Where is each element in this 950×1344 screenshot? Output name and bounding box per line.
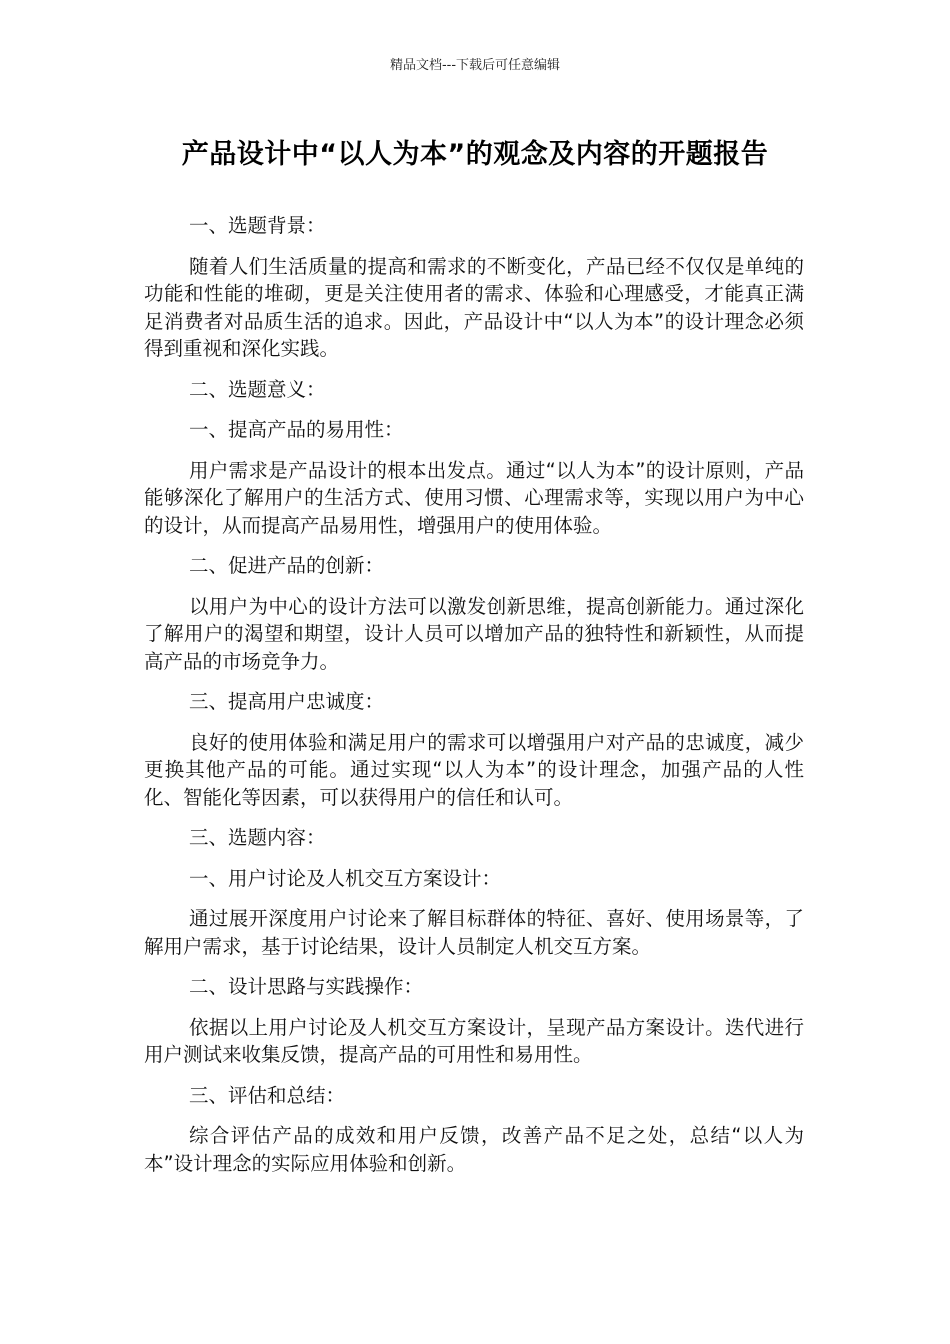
subheading-design-practice: 二、设计思路与实践操作： xyxy=(189,975,424,998)
paragraph-background: 随着人们生活质量的提高和需求的不断变化，产品已经不仅仅是单纯的功能和性能的堆砌，更是关注使用者的需求、体验和心理感受，才能真正满足消费者对品质生活的追求。因此，产品设计中“以人为本”的设计理念必须得到重视和深化实践。 xyxy=(144,254,804,360)
subheading-loyalty: 三、提高用户忠诚度： xyxy=(189,690,385,713)
paragraph-usability: 用户需求是产品设计的根本出发点。通过“以人为本”的设计原则，产品能够深化了解用户的生活方式、使用习惯、心理需求等，实现以用户为中心的设计，从而提高产品易用性，增强用户的使用体验。 xyxy=(144,458,804,537)
paragraph-evaluation: 综合评估产品的成效和用户反馈，改善产品不足之处，总结“以人为本”设计理念的实际应用体验和创新。 xyxy=(144,1124,804,1175)
subheading-user-discussion: 一、用户讨论及人机交互方案设计： xyxy=(189,866,502,890)
subheading-usability: 一、提高产品的易用性： xyxy=(189,418,404,441)
subheading-evaluation: 三、评估和总结： xyxy=(189,1083,346,1107)
header-note: 精品文档---下载后可任意编辑 xyxy=(389,58,561,73)
paragraph-user-discussion: 通过展开深度用户讨论来了解目标群体的特征、喜好、使用场景等，了解用户需求，基于讨论结果，设计人员制定人机交互方案。 xyxy=(144,907,804,958)
subheading-innovation: 二、促进产品的创新： xyxy=(189,554,385,577)
paragraph-innovation: 以用户为中心的设计方法可以激发创新思维，提高创新能力。通过深化了解用户的渴望和期望，设计人员可以增加产品的独特性和新颖性，从而提高产品的市场竞争力。 xyxy=(144,594,804,673)
paragraph-design-practice: 依据以上用户讨论及人机交互方案设计，呈现产品方案设计。迭代进行用户测试来收集反馈，提高产品的可用性和易用性。 xyxy=(144,1015,804,1066)
document-body xyxy=(144,212,804,1190)
section-heading-significance: 二、选题意义： xyxy=(189,377,326,401)
paragraph-loyalty: 良好的使用体验和满足用户的需求可以增强用户对产品的忠诚度，减少更换其他产品的可能。通过实现“以人为本”的设计理念，加强产品的人性化、智能化等因素，可以获得用户的信任和认可。 xyxy=(144,730,804,809)
document-title: 产品设计中“以人为本”的观念及内容的开题报告 xyxy=(181,139,769,170)
section-heading-background: 一、选题背景： xyxy=(189,214,326,237)
section-heading-content: 三、选题内容： xyxy=(189,826,326,849)
